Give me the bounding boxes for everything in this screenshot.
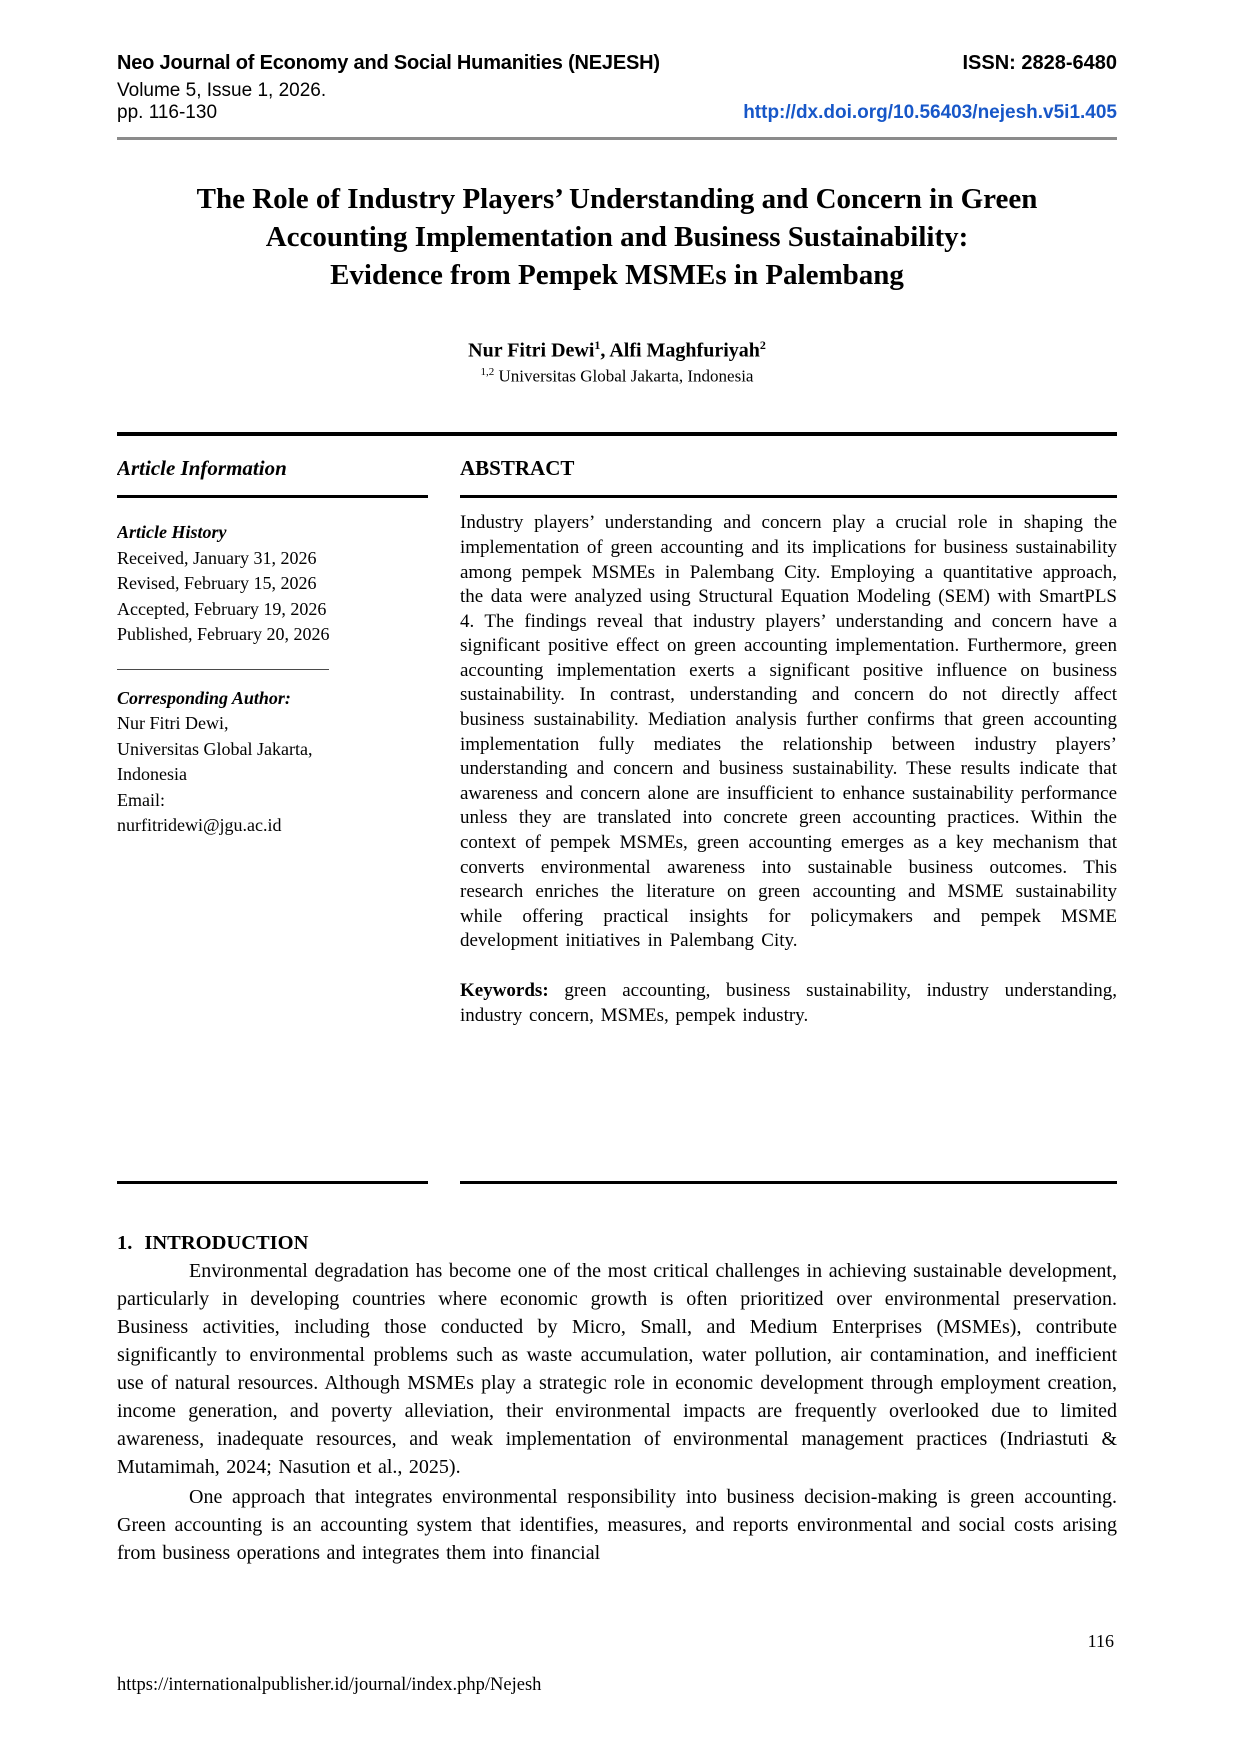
abstract-rule <box>460 495 1117 498</box>
affiliation-superscript: 1,2 <box>480 365 495 378</box>
volume-issue-line: Volume 5, Issue 1, 2026. <box>117 80 327 101</box>
paper-title <box>117 180 1117 294</box>
history-line-accepted: Accepted, February 19, 2026 <box>117 598 327 619</box>
introduction-paragraph-2: One approach that integrates environmental responsibility into business decision-making is green accounting. Green accounting is an accounting system that identifies, measures, and reports environmental and social costs arising from business operations and integrates them into financial <box>117 1486 1117 1565</box>
article-history-heading: Article History <box>117 522 227 543</box>
column-bottom-rules <box>117 1181 1117 1184</box>
page-number: 116 <box>1087 1631 1114 1651</box>
corresponding-country: Indonesia <box>117 764 187 785</box>
author-1: Nur Fitri Dewi <box>468 339 595 362</box>
issn-label: ISSN: 2828-6480 <box>962 52 1117 74</box>
info-abstract-columns <box>117 436 1117 1181</box>
article-info-rule <box>117 495 428 498</box>
article-info-column <box>117 436 428 1181</box>
footer-url: https://internationalpublisher.id/journal/index.php/Nejesh <box>117 1675 542 1695</box>
title-line-1: The Role of Industry Players’ Understanding and Concern in Green <box>196 183 1038 215</box>
corresponding-name: Nur Fitri Dewi, <box>117 713 229 734</box>
author-2: Alfi Maghfuriyah <box>609 339 760 362</box>
history-line-received: Received, January 31, 2026 <box>117 547 317 568</box>
abstract-heading: ABSTRACT <box>460 456 575 481</box>
introduction-heading-number: 1. <box>117 1232 133 1255</box>
article-info-bottom-rule <box>117 1181 428 1184</box>
author-2-superscript: 2 <box>759 338 766 352</box>
keywords-line <box>460 979 1117 1028</box>
doi-link[interactable]: http://dx.doi.org/10.56403/nejesh.v5i1.405 <box>743 102 1117 123</box>
title-line-2: Accounting Implementation and Business Sustainability: <box>265 221 969 253</box>
history-divider-line <box>117 669 329 670</box>
keywords-label: Keywords: <box>460 980 549 1001</box>
journal-name: Neo Journal of Economy and Social Humanities (NEJESH) <box>117 52 660 74</box>
email-label: Email: <box>117 789 165 810</box>
affiliation-text: Universitas Global Jakarta, Indonesia <box>498 366 754 386</box>
corresponding-affiliation: Universitas Global Jakarta, <box>117 738 313 759</box>
keywords-text: green accounting, business sustainability, industry understanding, industry concern, MSMEs, pempek industry. <box>460 980 1117 1026</box>
authors-line <box>117 338 1117 363</box>
introduction-heading <box>117 1232 1117 1255</box>
email-address: nurfitridewi@jgu.ac.id <box>117 815 282 836</box>
abstract-bottom-rule <box>460 1181 1117 1184</box>
journal-header <box>117 52 1117 140</box>
introduction-paragraph-1: Environmental degradation has become one of the most critical challenges in achieving sustainable development, particularly in developing countries where economic growth is often prioritized over environmental preservation. Business activities, including those conducted by Micro, Small, and Medium Enterprises (MSMEs), contribute significantly to environmental problems such as waste accumulation, water pollution, air contamination, and inefficient use of natural resources. Although MSMEs play a strategic role in economic development through employment creation, income generation, and poverty alleviation, their environmental impacts are frequently overlooked due to limited awareness, inadequate resources, and weak implementation of environmental management practices (Indriastuti & Mutamimah, 2024; Nasution et al., 2025). <box>117 1260 1117 1479</box>
header-divider <box>117 137 1117 140</box>
abstract-column <box>460 436 1117 1181</box>
corresponding-author-heading: Corresponding Author: <box>117 687 291 708</box>
author-1-superscript: 1 <box>594 338 601 352</box>
page-range-line: pp. 116-130 <box>117 102 218 123</box>
affiliation-line <box>117 366 1117 387</box>
article-info-heading: Article Information <box>117 456 287 481</box>
title-line-3: Evidence from Pempek MSMEs in Palembang <box>330 259 904 291</box>
history-line-published: Published, February 20, 2026 <box>117 624 330 645</box>
introduction-heading-text: INTRODUCTION <box>144 1232 309 1255</box>
authors-separator: , <box>600 339 610 362</box>
abstract-body: Industry players’ understanding and concern play a crucial role in shaping the implementation of green accounting and its implications for business sustainability among pempek MSMEs in Palembang City. Employing a quantitative approach, the data were analyzed using Structural Equation Modeling (SEM) with SmartPLS 4. The findings reveal that industry players’ understanding and concern have a significant positive effect on green accounting implementation. Furthermore, green accounting implementation exerts a significant positive influence on business sustainability. In contrast, understanding and concern do not directly affect business sustainability. Mediation analysis further confirms that green accounting implementation fully mediates the relationship between industry players’ understanding and concern and business sustainability. These results indicate that awareness and concern alone are insufficient to enhance sustainability performance unless they are translated into concrete green accounting practices. Within the context of pempek MSMEs, green accounting emerges as a key mechanism that converts environmental awareness into sustainable business outcomes. This research enriches the literature on green accounting and MSME sustainability while offering practical insights for policymakers and pempek MSME development initiatives in Palembang City. <box>460 512 1117 952</box>
history-line-revised: Revised, February 15, 2026 <box>117 573 317 594</box>
